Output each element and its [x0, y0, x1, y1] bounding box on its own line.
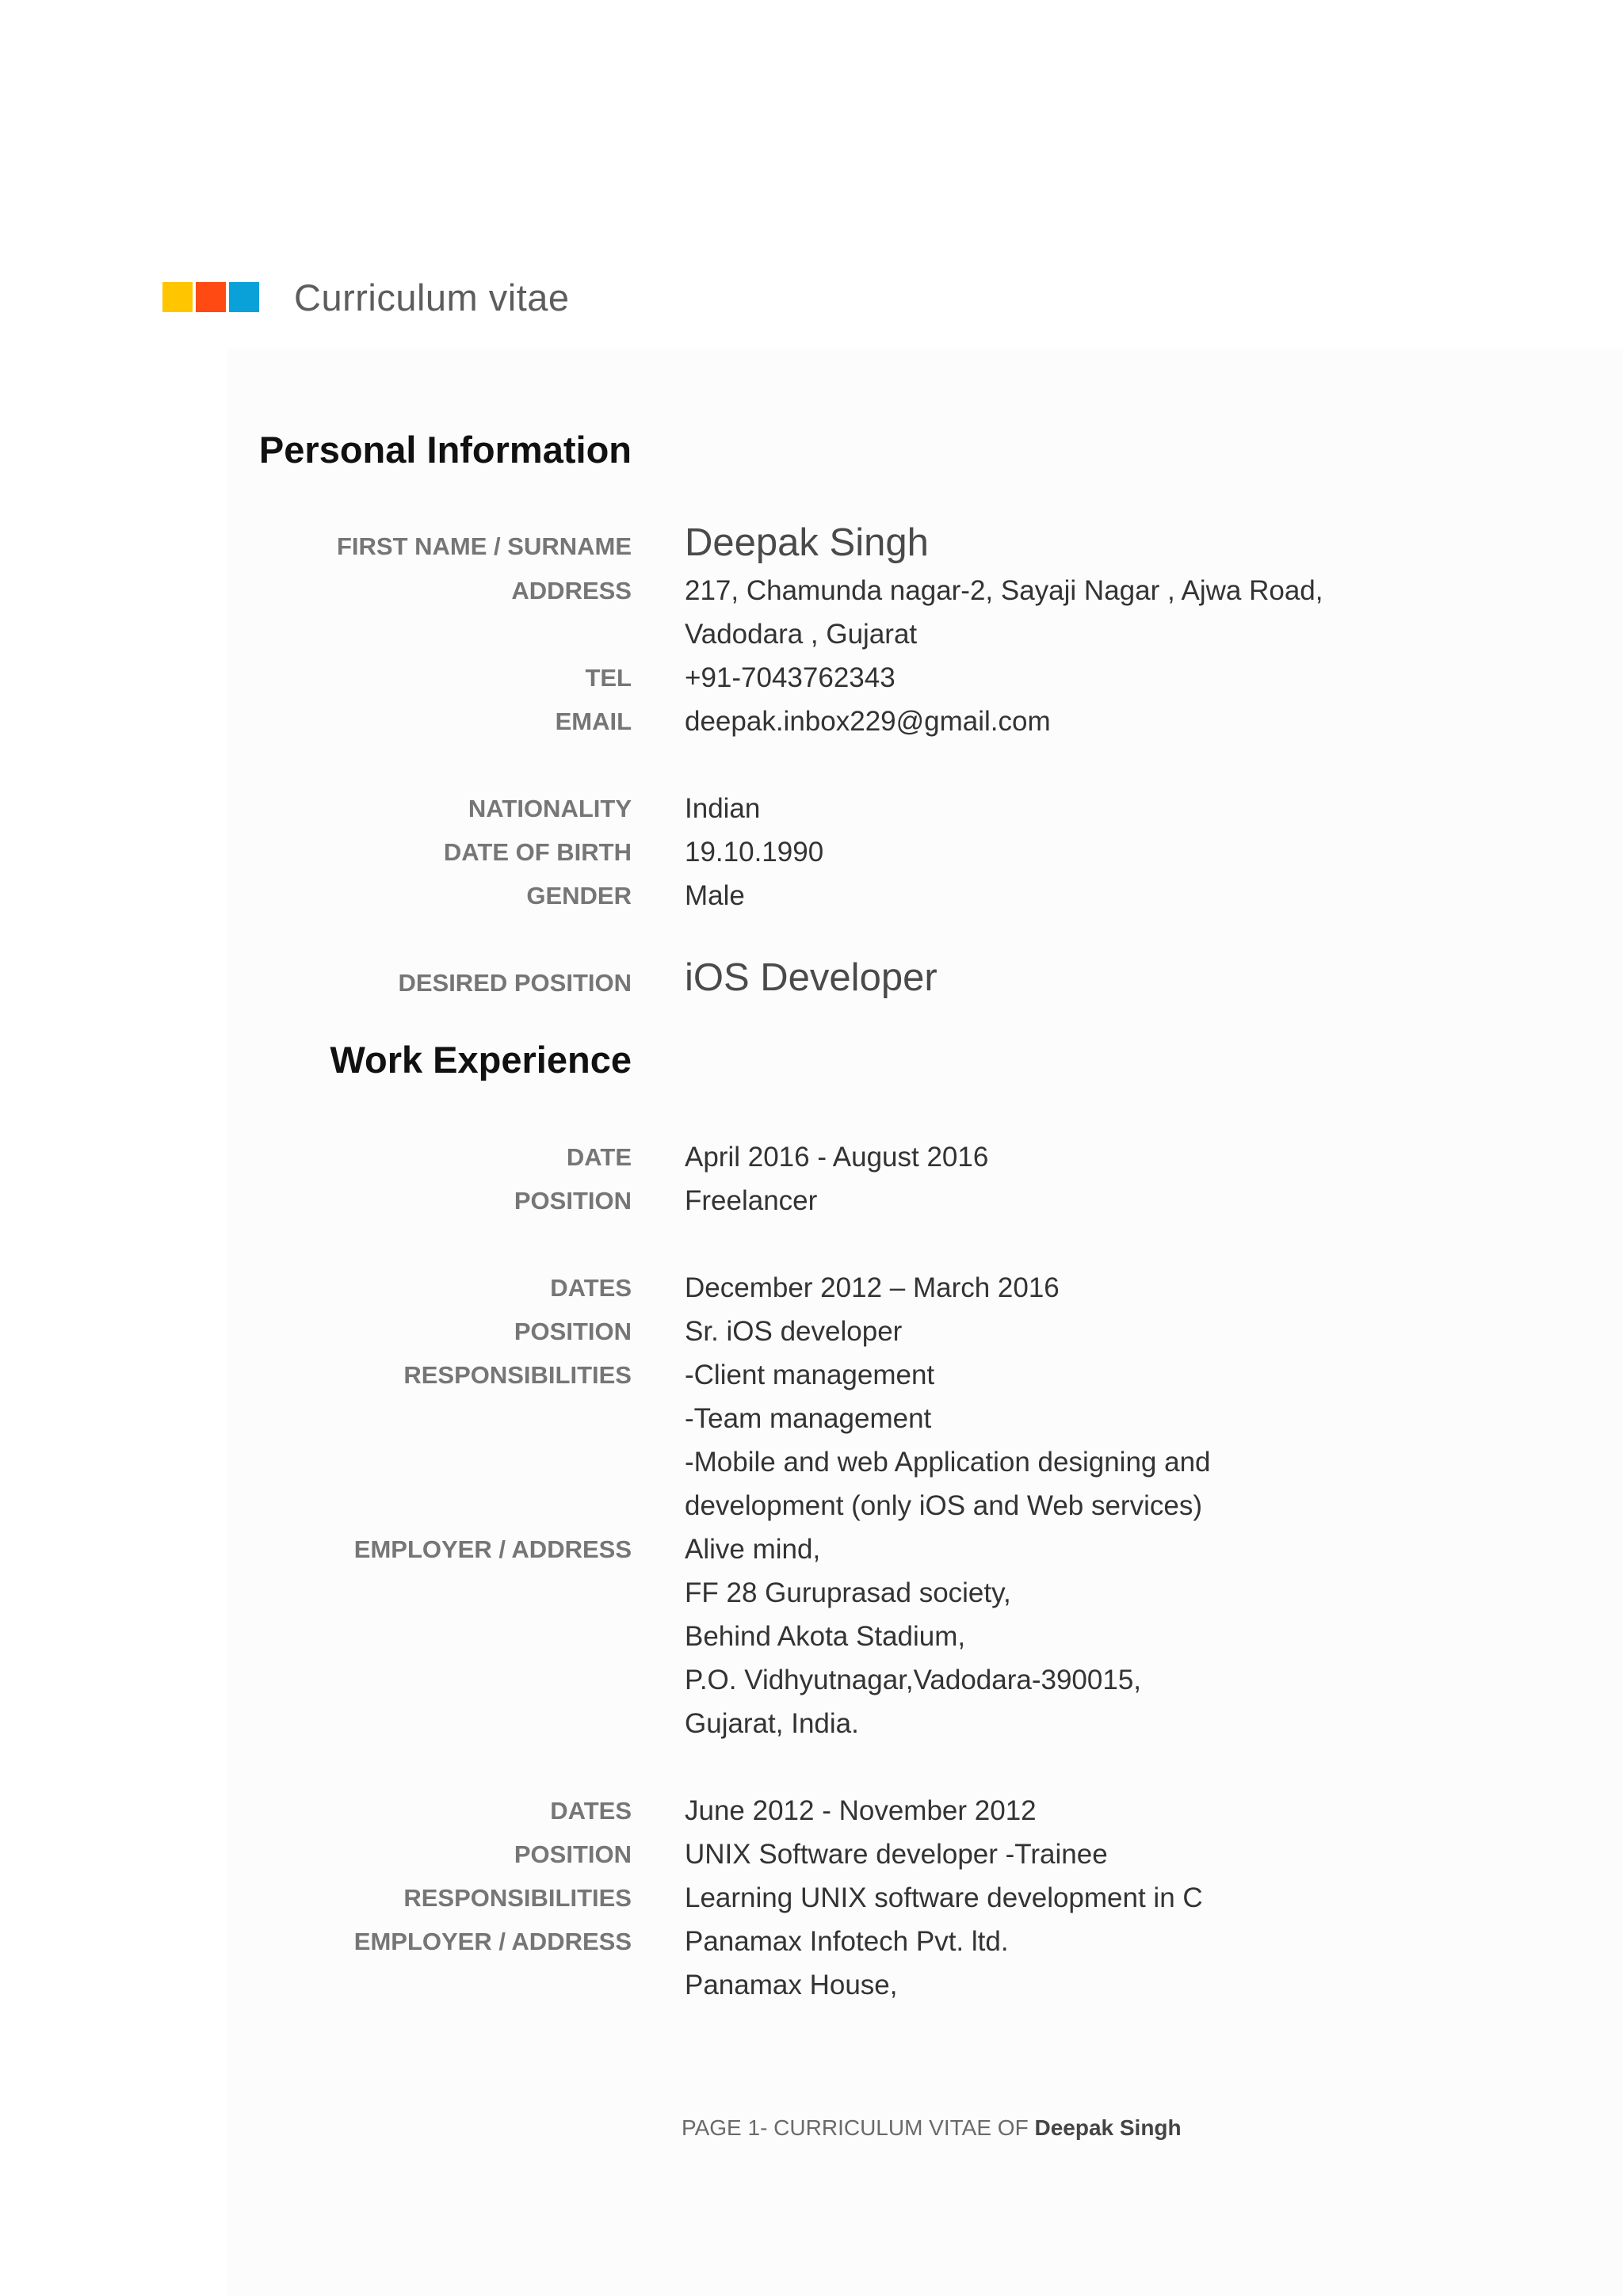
- job2-dates: December 2012 – March 2016: [685, 1272, 1060, 1303]
- dob-value: 19.10.1990: [685, 837, 824, 868]
- address-line-1: 217, Chamunda nagar-2, Sayaji Nagar , Ajwa Road,: [685, 575, 1323, 606]
- job3-position-label: POSITION: [514, 1840, 632, 1868]
- job2-employer-label: EMPLOYER / ADDRESS: [353, 1535, 632, 1563]
- footer-prefix: PAGE 1- CURRICULUM VITAE OF: [682, 2115, 1029, 2140]
- email-value: deepak.inbox229@gmail.com: [685, 706, 1051, 737]
- job2-responsibility-line: -Client management: [685, 1360, 935, 1390]
- job3-employer-line: Panamax House,: [685, 1970, 898, 2000]
- email-label: EMAIL: [555, 707, 632, 735]
- job2-position: Sr. iOS developer: [685, 1316, 903, 1347]
- job3-dates-label: DATES: [550, 1797, 632, 1825]
- job2-position-label: POSITION: [514, 1318, 632, 1345]
- job1-date-label: DATE: [566, 1143, 632, 1171]
- tel-value: +91-7043762343: [685, 662, 896, 693]
- job2-employer-line: Gujarat, India.: [685, 1708, 859, 1739]
- job2-responsibility-line: -Mobile and web Application designing and: [685, 1447, 1211, 1478]
- job1-position: Freelancer: [685, 1185, 818, 1216]
- desired-position-value: iOS Developer: [685, 956, 938, 999]
- dob-label: DATE OF BIRTH: [443, 838, 632, 866]
- job3-dates: June 2012 - November 2012: [685, 1795, 1037, 1826]
- logo-swatch-orange: [196, 282, 226, 312]
- address-line-2: Vadodara , Gujarat: [685, 619, 918, 650]
- job2-responsibilities-label: RESPONSIBILITIES: [403, 1361, 632, 1389]
- address-label: ADDRESS: [511, 577, 632, 605]
- page-background: [227, 349, 1623, 2296]
- tel-label: TEL: [585, 664, 632, 692]
- job2-employer-line: Behind Akota Stadium,: [685, 1621, 966, 1652]
- cv-title: Curriculum vitae: [294, 276, 570, 318]
- cv-header: [162, 269, 570, 325]
- first-name-label: FIRST NAME / SURNAME: [337, 532, 632, 560]
- personal-info-heading: Personal Information: [258, 429, 632, 471]
- job3-employer-line: Panamax Infotech Pvt. ltd.: [685, 1926, 1009, 1957]
- job2-employer-line: Alive mind,: [685, 1534, 821, 1565]
- job3-responsibilities: Learning UNIX software development in C: [685, 1882, 1203, 1913]
- job3-responsibilities-label: RESPONSIBILITIES: [403, 1884, 632, 1912]
- gender-label: GENDER: [526, 882, 632, 910]
- nationality-value: Indian: [685, 793, 761, 824]
- logo-swatch-blue: [229, 282, 259, 312]
- desired-position-label: DESIRED POSITION: [398, 969, 632, 997]
- job1-date: April 2016 - August 2016: [685, 1142, 989, 1173]
- gender-value: Male: [685, 880, 745, 911]
- nationality-label: NATIONALITY: [468, 795, 632, 822]
- job2-responsibility-line: development (only iOS and Web services): [685, 1490, 1202, 1521]
- job1-position-label: POSITION: [514, 1187, 632, 1215]
- page-footer: [682, 2115, 1182, 2141]
- job3-employer-label: EMPLOYER / ADDRESS: [353, 1928, 632, 1955]
- job3-position: UNIX Software developer -Trainee: [685, 1839, 1108, 1870]
- work-experience-heading: Work Experience: [330, 1039, 632, 1081]
- job2-employer-line: FF 28 Guruprasad society,: [685, 1577, 1011, 1608]
- full-name: Deepak Singh: [685, 521, 929, 564]
- job2-responsibility-line: -Team management: [685, 1403, 932, 1434]
- footer-name: Deepak Singh: [1034, 2115, 1182, 2140]
- job2-employer-line: P.O. Vidhyutnagar,Vadodara-390015,: [685, 1665, 1142, 1695]
- job2-dates-label: DATES: [550, 1274, 632, 1302]
- logo-swatch-yellow: [162, 282, 193, 312]
